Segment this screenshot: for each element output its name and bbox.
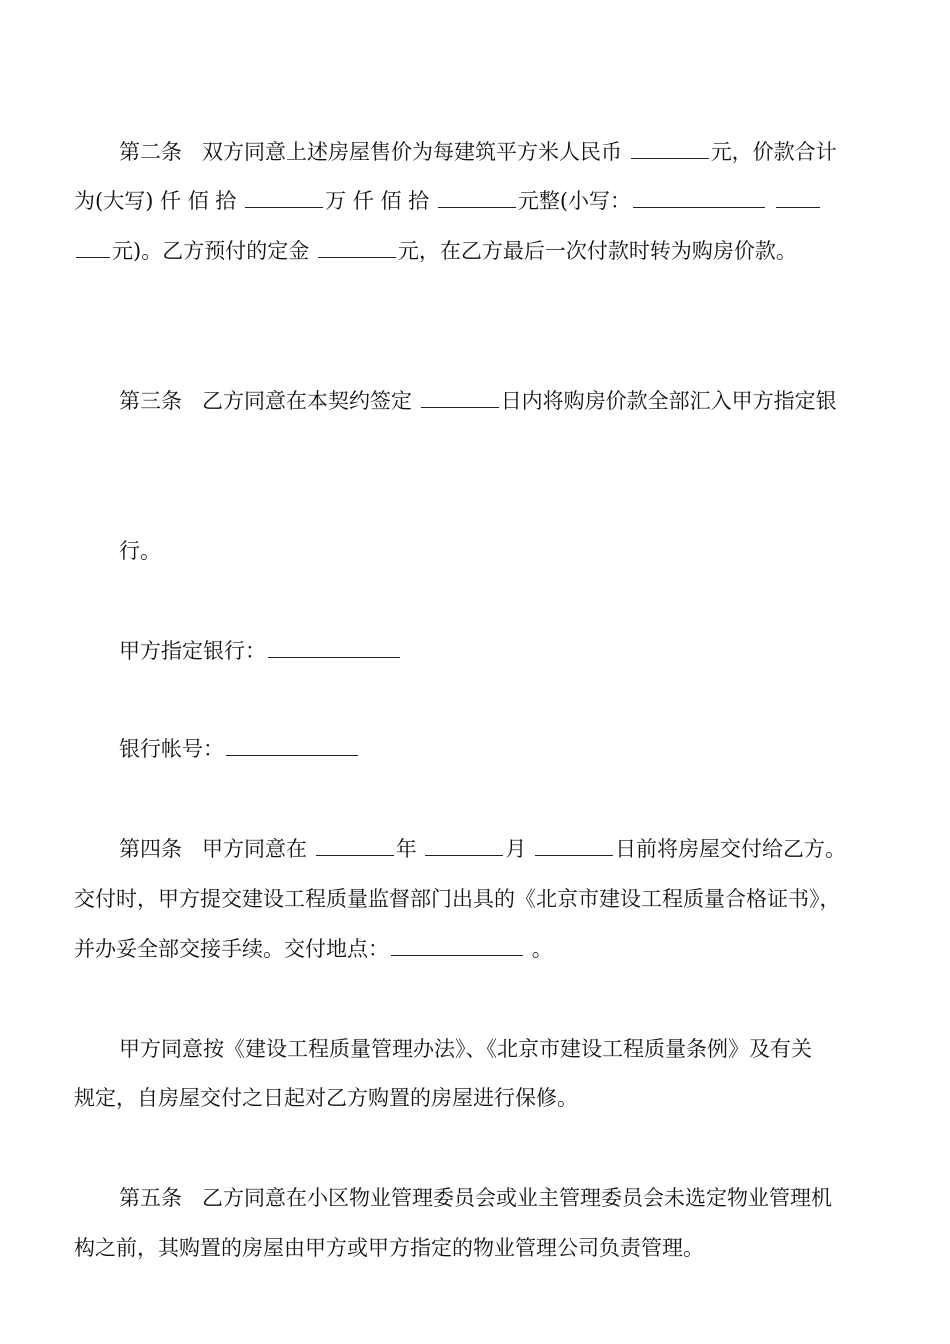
article-3-label: 第三条 [119, 389, 182, 413]
article-5-line-2 [74, 1230, 704, 1266]
payment-days-blank[interactable] [421, 385, 499, 408]
bank-line [119, 633, 402, 669]
article-4-text-3a: 并办妥全部交接手续。交付地点： [74, 937, 389, 961]
article-4-text-1c: 月 [505, 837, 527, 861]
article-4-text-3b: 。 [531, 937, 553, 961]
article-2-text-2c: 元整(小写： [517, 189, 632, 213]
article-5-label: 第五条 [119, 1186, 182, 1210]
article-4-para-2-line-1 [119, 1031, 812, 1067]
article-4-para-2-text-1: 甲方同意按《建设工程质量管理办法》、《北京市建设工程质量条例》及有关 [119, 1037, 812, 1061]
article-3-text-2: 行。 [119, 539, 161, 563]
amount-wan-blank[interactable] [245, 185, 323, 208]
article-3-line-2 [119, 533, 161, 569]
amount-lowercase-blank-2[interactable] [776, 185, 820, 208]
article-2-label: 第二条 [119, 140, 182, 164]
article-4-text-1d: 日前将房屋交付给乙方。 [615, 837, 847, 861]
article-5-line-1 [119, 1180, 832, 1216]
article-3-text-1a: 乙方同意在本契约签定 [202, 389, 412, 413]
article-2-text-3b: 元，在乙方最后一次付款时转为购房价款。 [397, 239, 797, 263]
article-4-line-1 [119, 831, 846, 867]
article-4-line-3 [74, 931, 553, 967]
article-2-line-1 [119, 134, 837, 170]
bank-label: 甲方指定银行： [119, 639, 266, 663]
article-2-text-1b: 元，价款合计 [710, 140, 837, 164]
delivery-month-blank[interactable] [425, 833, 503, 856]
deposit-blank[interactable] [318, 235, 396, 258]
price-per-sqm-blank[interactable] [631, 136, 709, 159]
article-5-text-2: 构之前，其购置的房屋由甲方或甲方指定的物业管理公司负责管理。 [74, 1236, 704, 1260]
account-label: 银行帐号： [119, 737, 224, 761]
article-3-line-1 [119, 383, 837, 419]
article-4-text-2: 交付时，甲方提交建设工程质量监督部门出具的《北京市建设工程质量合格证书》， [74, 887, 841, 911]
account-line [119, 731, 360, 767]
article-2-text-3a: 元)。乙方预付的定金 [112, 239, 310, 263]
amount-yuan-blank[interactable] [438, 185, 516, 208]
article-4-label: 第四条 [119, 837, 182, 861]
delivery-day-blank[interactable] [535, 833, 613, 856]
amount-lowercase-blank-3[interactable] [76, 235, 110, 258]
article-5-text-1: 乙方同意在小区物业管理委员会或业主管理委员会未选定物业管理机 [202, 1186, 832, 1210]
article-2-text-2a: 为(大写) 仟 佰 拾 [74, 189, 237, 213]
bank-name-blank[interactable] [268, 635, 400, 658]
article-2-text-1a: 双方同意上述房屋售价为每建筑平方米人民币 [202, 140, 622, 164]
delivery-year-blank[interactable] [316, 833, 394, 856]
article-2-line-2 [74, 183, 822, 219]
article-3-text-1b: 日内将购房价款全部汇入甲方指定银 [500, 389, 837, 413]
amount-lowercase-blank[interactable] [633, 185, 765, 208]
article-4-para-2-text-2: 规定，自房屋交付之日起对乙方购置的房屋进行保修。 [74, 1086, 578, 1110]
account-number-blank[interactable] [226, 733, 358, 756]
article-4-text-1b: 年 [395, 837, 417, 861]
article-2-line-3 [74, 233, 797, 269]
article-2-text-2b: 万 仟 佰 拾 [325, 189, 430, 213]
article-4-text-1a: 甲方同意在 [202, 837, 307, 861]
article-4-line-2 [74, 881, 841, 917]
delivery-place-blank[interactable] [391, 933, 523, 956]
article-4-para-2-line-2 [74, 1080, 578, 1116]
